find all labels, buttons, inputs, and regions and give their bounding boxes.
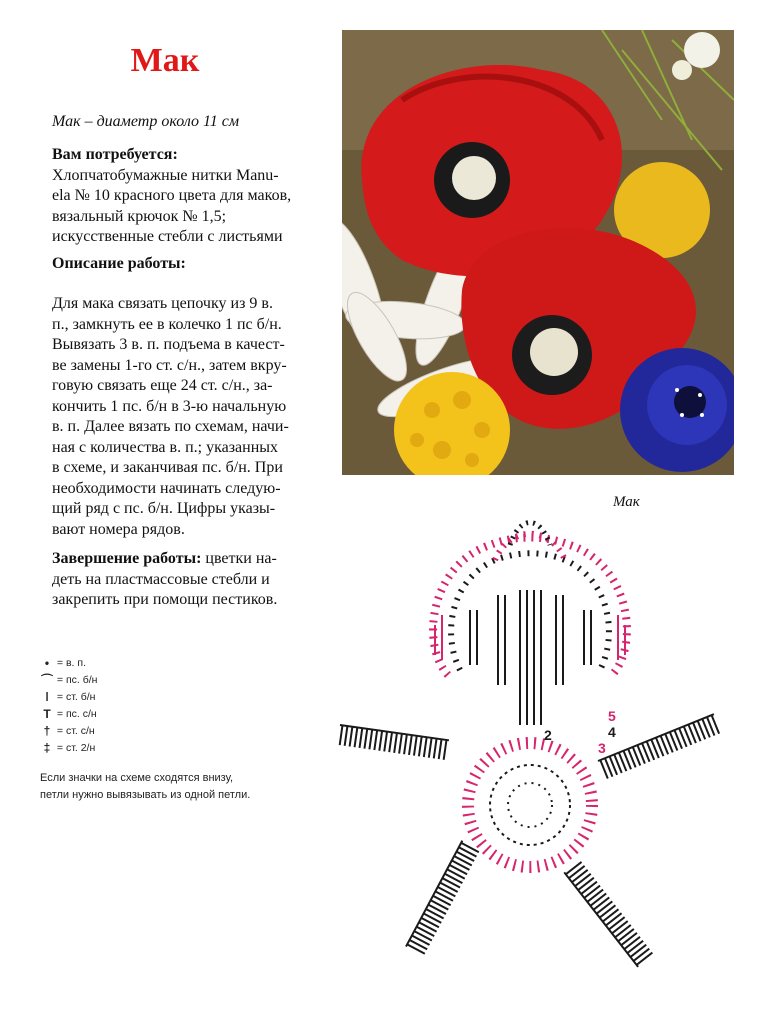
legend-text: = пс. с/н	[56, 708, 97, 720]
sepal-arm-bottom-right	[564, 860, 654, 967]
description-heading: Описание работы:	[52, 255, 186, 272]
sepal-arm-bottom-left	[406, 841, 480, 956]
description-text	[52, 294, 322, 540]
materials-heading: Вам потребуется:	[52, 146, 178, 163]
row-number: 5	[608, 708, 616, 724]
slip-stitch-icon: ⌒	[40, 673, 53, 687]
legend-note: Если значки на схеме сходятся внизу, петли нужно вывязывать из одной петли.	[40, 772, 251, 801]
finishing-line: деть на пластмассовые стебли и	[52, 570, 270, 588]
legend-row	[40, 672, 97, 689]
legend-row	[40, 740, 97, 757]
description-line: п., замкнуть ее в колечко 1 пс б/н.	[52, 315, 282, 333]
description-line: в схеме, и заканчивая пс. б/н. При	[52, 459, 283, 476]
half-double-icon: T	[43, 707, 51, 721]
row-number: 2	[544, 727, 552, 743]
legend-row	[40, 723, 97, 740]
flowers-photo-image	[342, 30, 734, 475]
legend-text: = в. п.	[56, 657, 86, 669]
diagram-label: Мак	[613, 494, 640, 510]
materials-line: искусственные стебли с листьями	[52, 228, 283, 245]
legend-row	[40, 655, 97, 672]
materials-line: Хлопчатобумажные нитки Manu-	[52, 166, 279, 184]
description-line: вают номера рядов.	[52, 520, 185, 538]
legend-row	[40, 706, 97, 723]
center-ring	[468, 743, 592, 867]
legend-row	[40, 689, 97, 706]
description-line: кончить 1 пс. б/н в 3-ю начальную	[52, 397, 287, 415]
legend-text: = пс. б/н	[56, 674, 98, 686]
finishing-line: закрепить при помощи пестиков.	[52, 591, 278, 608]
petal-columns	[470, 590, 591, 725]
materials-line: ela № 10 красного цвета для маков,	[52, 187, 292, 204]
sepal-arm-right	[598, 714, 721, 779]
sepal-arm-left	[337, 725, 449, 760]
chain-stitch-icon: •	[44, 656, 50, 670]
description-line: в. п. Далее вязать по схемам, начи-	[52, 418, 289, 435]
description-line: Вывязать 3 в. п. подъема в качест-	[52, 336, 285, 353]
finishing-section	[52, 549, 322, 611]
double-crochet-icon: †	[43, 724, 51, 738]
legend-text: = ст. б/н	[56, 691, 96, 703]
single-crochet-icon: ǀ	[45, 690, 49, 704]
legend-text: = ст. 2/н	[56, 742, 96, 754]
description-line: ная с количества в. п.; указанных	[52, 438, 278, 456]
finishing-line	[52, 549, 322, 570]
materials-line: вязальный крючок № 1,5;	[52, 207, 227, 225]
petal-outline	[433, 523, 627, 676]
description-line: Для мака связать цепочку из 9 в.	[52, 295, 273, 312]
subtitle: Мак – диаметр около 11 см	[52, 113, 240, 130]
legend-text: = ст. с/н	[56, 725, 95, 737]
page-title: Мак	[130, 42, 200, 79]
symbol-legend	[40, 655, 97, 757]
crochet-chart	[330, 485, 730, 1005]
row-number: 3	[598, 740, 606, 756]
description-line: необходимости начинать следую-	[52, 479, 281, 497]
materials-section	[52, 145, 322, 248]
description-line: ве замены 1-го ст. с/н., затем вкру-	[52, 356, 287, 374]
treble-crochet-icon: ‡	[43, 741, 51, 755]
description-line: щий ряд с пс. б/н. Цифры указы-	[52, 500, 276, 517]
finishing-heading: Завершение работы:	[52, 550, 202, 567]
finishing-text: цветки на-	[201, 550, 277, 567]
flowers-photo	[342, 30, 734, 475]
row-number: 4	[608, 724, 616, 740]
description-line: говую связать еще 24 ст. с/н., за-	[52, 377, 273, 394]
